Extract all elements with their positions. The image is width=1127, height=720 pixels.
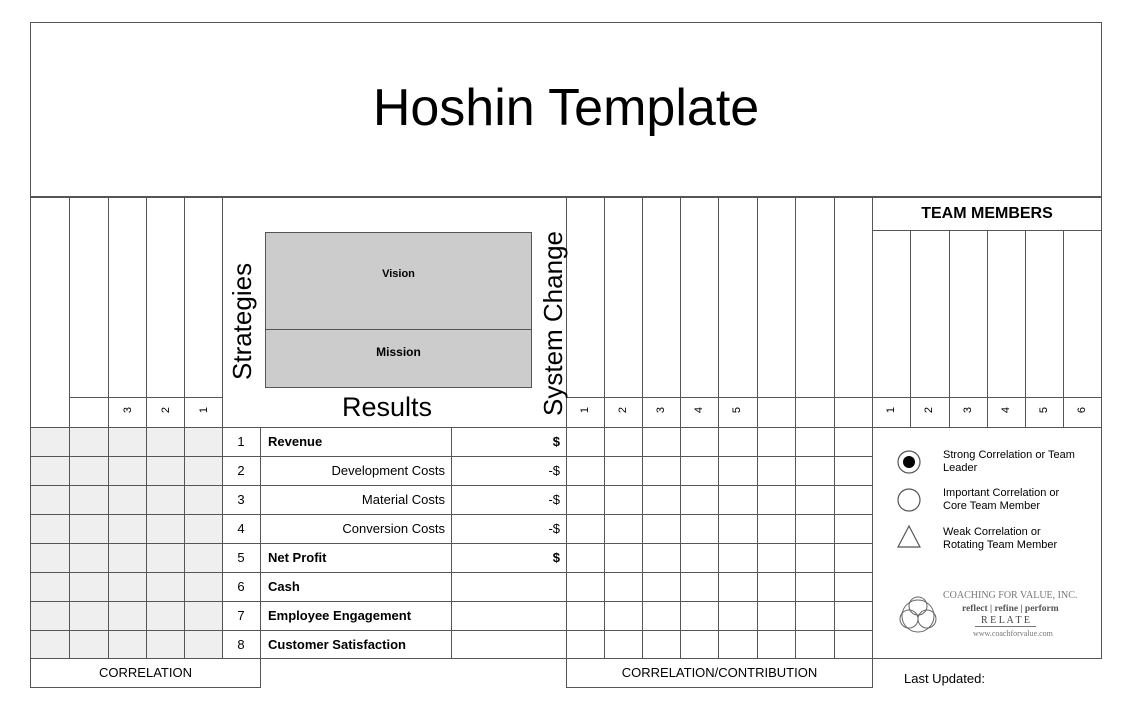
results-row-line — [222, 543, 566, 544]
system-row-line — [566, 630, 872, 631]
result-value: $ — [552, 434, 560, 449]
results-row-line — [222, 630, 566, 631]
mission-label: Mission — [376, 345, 421, 359]
logo-circles-icon — [895, 592, 941, 638]
legend-item-strong: Strong Correlation or Team Leader — [943, 449, 1075, 474]
result-name: Development Costs — [331, 463, 445, 478]
left-col-number: 3 — [122, 406, 134, 414]
system-row-line — [566, 572, 872, 573]
result-name: Cash — [268, 579, 300, 594]
system-change-label: System Change — [538, 231, 568, 416]
legend-item-weak: Weak Correlation or Rotating Team Member — [943, 526, 1058, 551]
team-col-number: 3 — [962, 406, 974, 414]
results-row-line — [222, 514, 566, 515]
results-row-line — [222, 456, 566, 457]
result-value: -$ — [548, 521, 560, 536]
result-value: -$ — [548, 463, 560, 478]
result-name: Net Profit — [268, 550, 327, 565]
system-row-line — [566, 485, 872, 486]
logo-tagline: reflect | refine | perform — [962, 604, 1059, 614]
open-circle-icon — [896, 487, 922, 513]
results-value-col — [451, 427, 452, 658]
result-number: 5 — [237, 550, 245, 565]
last-updated-label: Last Updated: — [904, 671, 985, 686]
result-number: 3 — [237, 492, 245, 507]
result-value: $ — [552, 550, 560, 565]
team-col-number: 2 — [923, 406, 935, 414]
system-number-row-line — [566, 397, 872, 398]
page-title: Hoshin Template — [372, 79, 760, 137]
vision-box — [265, 232, 532, 330]
correlation-cell[interactable] — [31, 486, 222, 514]
system-col-number: 3 — [655, 406, 667, 414]
left-row-line — [30, 456, 222, 457]
triangle-icon — [896, 524, 922, 550]
results-row-line — [222, 427, 566, 428]
filled-circle-icon — [896, 449, 922, 475]
correlation-contribution-label: CORRELATION/CONTRIBUTION — [621, 665, 818, 680]
correlation-cell[interactable] — [31, 515, 222, 543]
logo-company: COACHING FOR VALUE, INC. — [943, 590, 1078, 601]
left-row-line — [30, 630, 222, 631]
result-number: 1 — [237, 434, 245, 449]
team-number-row-line — [872, 397, 1102, 398]
result-number: 8 — [237, 637, 245, 652]
logo-brand: R E L A T E — [975, 615, 1036, 627]
left-col-number: 2 — [160, 406, 172, 414]
result-number: 4 — [237, 521, 245, 536]
left-row-line — [30, 427, 222, 428]
team-col-number: 1 — [885, 406, 897, 414]
result-number: 2 — [237, 463, 245, 478]
left-row-line — [30, 514, 222, 515]
left-row-line — [30, 485, 222, 486]
system-col-number: 2 — [617, 406, 629, 414]
correlation-cell[interactable] — [31, 428, 222, 456]
result-value: -$ — [548, 492, 560, 507]
result-number: 6 — [237, 579, 245, 594]
left-row-line — [30, 543, 222, 544]
company-logo — [895, 590, 1105, 640]
left-number-row-line — [69, 397, 222, 398]
system-row-line — [566, 456, 872, 457]
system-col-number: 1 — [579, 406, 591, 414]
result-name: Customer Satisfaction — [268, 637, 406, 652]
correlation-cell[interactable] — [31, 631, 222, 658]
logo-url: www.coachforvalue.com — [973, 629, 1053, 638]
result-name: Revenue — [268, 434, 323, 449]
result-name: Conversion Costs — [342, 521, 445, 536]
team-col-number: 5 — [1038, 406, 1050, 414]
results-row-line — [222, 485, 566, 486]
results-row-line — [222, 658, 566, 659]
correlation-cell[interactable] — [31, 573, 222, 601]
system-row-line — [566, 601, 872, 602]
team-members-label: TEAM MEMBERS — [921, 205, 1053, 222]
system-col-number: 5 — [731, 406, 743, 414]
team-legend-bottom — [872, 658, 1102, 659]
results-number-col — [260, 427, 261, 658]
team-col-number: 6 — [1076, 406, 1088, 414]
result-number: 7 — [237, 608, 245, 623]
results-row-line — [222, 572, 566, 573]
correlation-cell[interactable] — [31, 457, 222, 485]
correlation-label: CORRELATION — [99, 665, 192, 680]
left-col-number: 1 — [198, 406, 210, 414]
vision-label: Vision — [382, 268, 415, 280]
system-row-line — [566, 427, 872, 428]
system-row-line — [566, 514, 872, 515]
team-col-number: 4 — [1000, 406, 1012, 414]
results-label: Results — [341, 392, 433, 422]
correlation-cell[interactable] — [31, 544, 222, 572]
correlation-cell[interactable] — [31, 602, 222, 630]
left-row-line — [30, 601, 222, 602]
result-name: Material Costs — [361, 492, 445, 507]
left-row-line — [30, 572, 222, 573]
legend — [872, 428, 1102, 578]
strategies-label: Strategies — [227, 262, 257, 380]
results-row-line — [222, 601, 566, 602]
legend-item-important: Important Correlation or Core Team Member — [943, 487, 1060, 512]
system-row-line — [566, 543, 872, 544]
system-col-number: 4 — [693, 406, 705, 414]
result-name: Employee Engagement — [268, 608, 412, 623]
